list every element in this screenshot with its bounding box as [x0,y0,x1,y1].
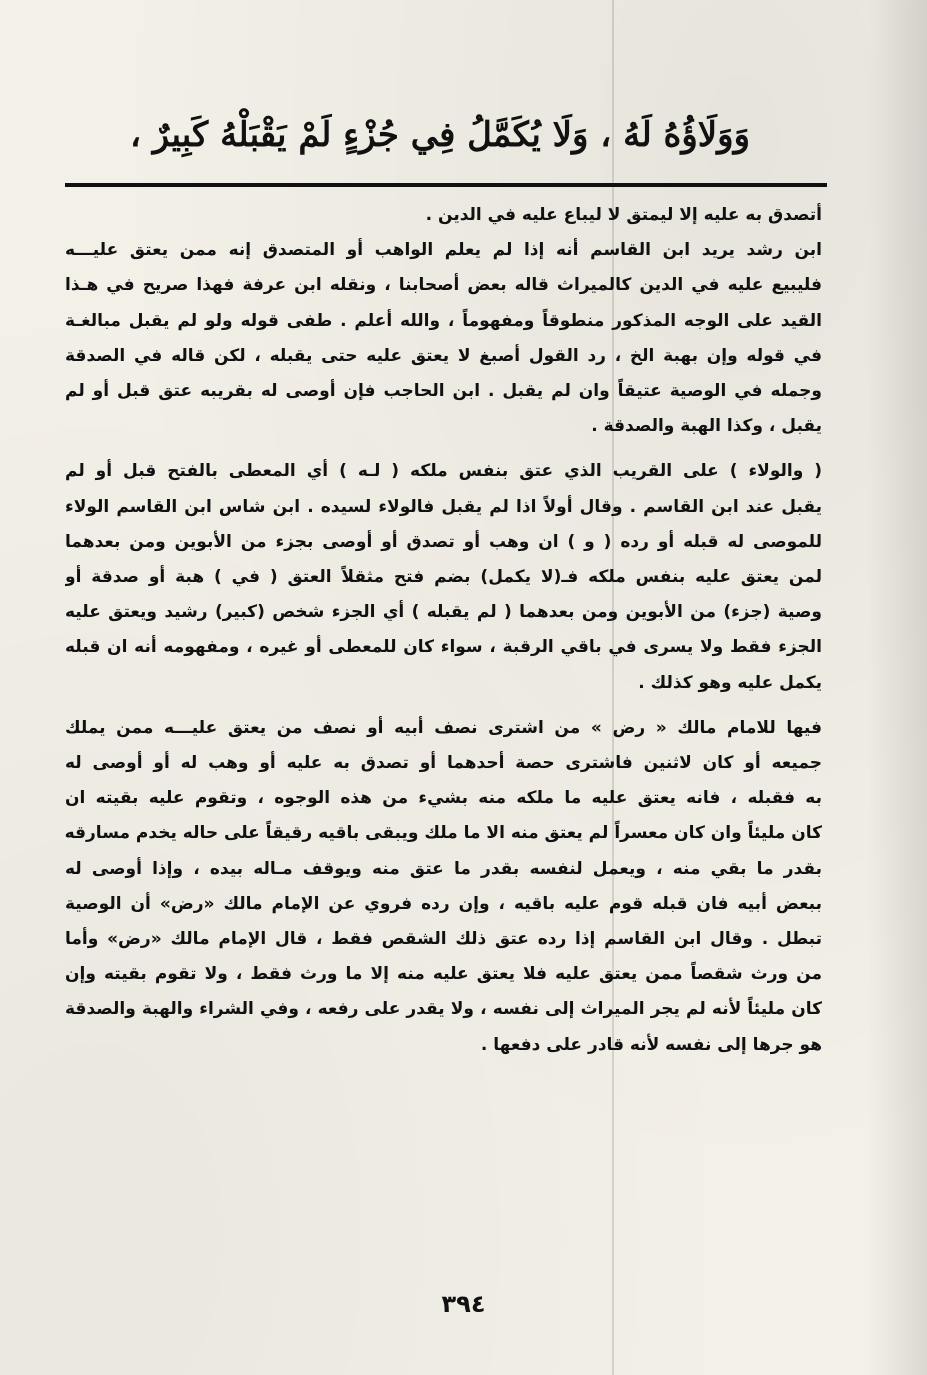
text-line: تبطل . وقال ابن القاسم إذا رده عتق ذلك الشقص فقط ، قال الإمام مالك «رض» وأما [65,929,822,950]
text-line: من ورث شقصاً ممن يعتق عليه فلا يعتق عليه منه إلا ما ورث فقط ، ولا تقوم بقيته وإن [65,964,822,985]
text-line: جميعه أو كان لاثنين فاشترى حصة أحدهما أو تصدق به عليه أو وهب له أو أوصى له [65,753,822,774]
paragraph-1 [65,198,822,233]
text-line: وصية (جزء) من الأبوين ومن بعدهما ( لم يقبله ) أي الجزء شخص (كبير) رشيد ويعتق عليه [65,602,822,623]
text-line: فيها للامام مالك « رض » من اشترى نصف أبيه أو نصف من يعتق عليـــه ممن يملك [65,717,822,738]
page-edge-shadow [867,0,927,1375]
text-line: الجزء فقط ولا يسرى في باقي الرقبة ، سواء كان للمعطى أو غيره ، ومفهومه أنه ان قبله [65,637,822,658]
verse-header [65,100,815,170]
text-line: فليبيع عليه في الدين كالميراث قاله بعض أصحابنا ، ونقله ابن عرفة فهذا صريح في هـذا [65,275,822,296]
text-line: القيد على الوجه المذكور منطوقاً ومفهوماً ، والله أعلم . طفى قوله ولو لم يقبل مبالغـة [65,310,822,331]
paragraph-2 [65,233,822,444]
text-line: للموصى له قبله أو رده ( و ) ان وهب أو تصدق أو أوصى بجزء من الأبوين ومن بعدهما [65,531,822,552]
paragraph-3 [65,454,822,700]
text-line: أتصدق به عليه إلا ليمتق لا ليباع عليه في الدين . [425,205,822,225]
text-line: هو جرها إلى نفسه لأنه قادر على دفعها . [480,1034,822,1055]
text-line: ابن رشد يريد ابن القاسم أنه إذا لم يعلم الواهب أو المتصدق إنه ممن يعتق عليـــه [65,240,822,261]
text-line: في قوله وإن بهبة الخ ، رد القول أصبغ لا يعتق عليه حتى يقبله ، لكن قاله في الصدقة [65,345,822,366]
text-line: وجمله في الوصية عتيقاً وان لم يقبل . ابن الحاجب فإن أوصى له بقريبه عتق قبل أو لم [65,381,822,402]
text-line: ببعض أبيه فان قبله قوم عليه باقيه ، وإن رده فروي عن الإمام مالك «رض» أن الوصية [65,893,822,914]
verse-text: وَوَلَاؤُهُ لَهُ ، وَلَا يُكَمَّلُ فِي جُزْءٍ لَمْ يَقْبَلْهُ كَبِيرٌ ، [129,115,751,155]
paragraph-4 [65,711,822,1063]
text-line: يكمل عليه وهو كذلك . [638,672,822,693]
text-line: يقبل ، وكذا الهبة والصدقة . [591,416,822,437]
text-line: ( والولاء ) على القريب الذي عتق بنفس ملكه ( لـه ) أي المعطى بالفتح قبل أو لم [65,461,822,482]
text-line: بقدر ما بقي منه ، ويعمل لنفسه بقدر ما عتق منه ويوقف مـاله بيده ، وإذا أوصى له [65,858,822,879]
text-line: لمن يعتق عليه بنفس ملكه فـ(لا يكمل) بضم فتح مثقلاً العتق ( في ) هبة أو صدقة أو [65,567,822,588]
page-number: ٣٩٤ [441,1290,486,1318]
text-line: كان مليئاً وان كان معسراً لم يعتق منه الا ما ملك ويبقى باقيه رقيقاً على حاله يخدم مسارقه [65,823,822,844]
commentary-body [65,198,822,1063]
header-divider [65,183,827,187]
text-line: يقبل عند ابن القاسم . وقال أولاً اذا لم يقبل فالولاء لسيده . ابن شاس ابن القاسم الولاء [65,496,822,517]
text-line: كان مليئاً لأنه لم يجر الميراث إلى نفسه ، ولا يقدر على رفعه ، وفي الشراء والهبة والصدقة [65,999,822,1020]
text-line: به فقبله ، فانه يعتق عليه ما ملكه منه بشيء من هذه الوجوه ، وتقوم عليه بقيته ان [65,788,822,809]
